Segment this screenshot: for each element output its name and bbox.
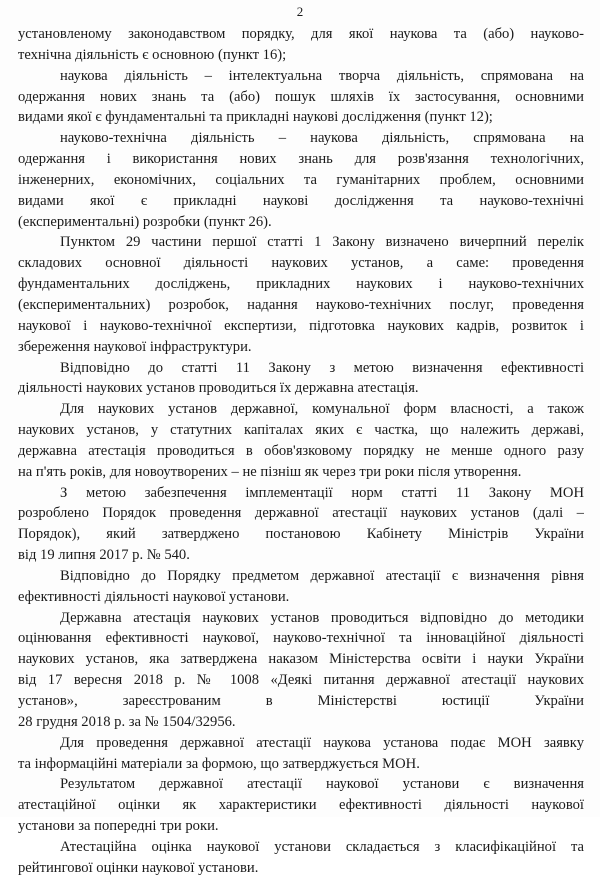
page-number: 2	[296, 4, 304, 19]
text-line: Відповідно до Порядку предметом державної атестації є визначення рівня	[60, 567, 584, 584]
text-line: наукових установ, яка затверджена наказом Міністерства освіти і науки України	[18, 651, 584, 668]
text-line: З метою забезпечення імплементації норм статті 11 Закону МОН	[60, 484, 584, 501]
text-line: збереження наукової інфраструктури.	[18, 338, 252, 355]
text-line: Для наукових установ державної, комунальної форм власності, а також	[60, 401, 584, 418]
text-line: ефективності діяльності наукової установи.	[18, 588, 290, 605]
text-line: одержання нових знань та (або) пошук шляхів їх застосування, основними	[18, 88, 584, 105]
paragraph	[18, 566, 584, 608]
text-line: інженерних, економічних, соціальних та гуманітарних проблем, основними	[18, 171, 584, 188]
paragraph	[18, 128, 584, 232]
text-line: складових основної діяльності наукових установ, а саме: проведення	[18, 255, 584, 272]
text-line: Для проведення державної атестації наукова установа подає МОН заявку	[60, 734, 584, 751]
text-line: Атестаційна оцінка наукової установи складається з класифікаційної та	[60, 838, 584, 855]
text-line: та інформаційні матеріали за формою, що затверджується МОН.	[18, 755, 420, 772]
text-line: діяльності наукових установ проводиться їх державна атестація.	[18, 380, 419, 397]
text-line: технічна діяльність є основною (пункт 16);	[18, 46, 287, 63]
text-line: видами якої є прикладні наукові дослідження та науково-технічні	[18, 192, 584, 209]
text-line: наукової і науково-технічної експертизи, підготовка наукових кадрів, розвиток і	[18, 317, 584, 334]
paragraph	[18, 774, 584, 837]
text-line: атестаційної оцінки як характеристики ефективності діяльності наукової	[18, 797, 584, 814]
text-line: на п'ять років, для новоутворених – не пізніш як через три роки після утворення.	[18, 463, 522, 480]
text-line: рейтингової оцінки наукової установи.	[18, 859, 259, 876]
text-line: наукова діяльність – інтелектуальна творча діяльність, спрямована на	[60, 67, 584, 84]
text-line: Результатом державної атестації наукової установи є визначення	[60, 776, 584, 793]
text-line: установ», зареєстрованим в Міністерстві юстиції України	[18, 693, 584, 709]
paragraph	[18, 608, 584, 733]
paragraph	[18, 399, 584, 482]
text-line: (експериментальні) розробки (пункт 26).	[18, 213, 272, 230]
text-line: розроблено Порядок проведення державної атестації наукових установ (далі –	[18, 505, 584, 522]
text-line: державна атестація проводиться в обов'язковому порядку не менше одного разу	[18, 442, 584, 459]
paragraph	[18, 733, 584, 775]
paragraph	[18, 483, 584, 566]
paragraph	[18, 358, 584, 400]
text-line: (експериментальних) розробок, надання науково-технічних послуг, проведення	[18, 296, 584, 313]
text-line: оцінювання ефективності наукової, науково-технічної та інноваційної діяльності	[18, 630, 584, 647]
text-line: Державна атестація наукових установ проводиться відповідно до методики	[60, 609, 584, 626]
text-line: фундаментальних досліджень, прикладних наукових і науково-технічних	[18, 276, 584, 293]
paragraph	[18, 837, 584, 879]
text-line: Відповідно до статті 11 Закону з метою визначення ефективності	[60, 359, 584, 376]
text-line: від 17 вересня 2018 р. № 1008 «Деякі питання державної атестації наукових	[18, 672, 584, 689]
text-line: установи за попередні три роки.	[18, 818, 219, 835]
text-line: Порядок), який затверджено постановою Кабінету Міністрів України	[18, 526, 584, 543]
text-line: 28 грудня 2018 р. за № 1504/32956.	[18, 713, 236, 730]
text-line: одержання і використання нових знань для розв'язання технологічних,	[18, 151, 584, 168]
text-line: установленому законодавством порядку, для якої наукова та (або) науково-	[18, 26, 584, 42]
text-line: наукових установ, у статутних капіталах яких є частка, що належить державі,	[18, 422, 584, 439]
paragraph	[18, 24, 584, 66]
text-line: видами якої є фундаментальні та прикладні наукові дослідження (пункт 12);	[18, 109, 493, 126]
text-line: від 19 липня 2017 р. № 540.	[18, 547, 190, 564]
text-line: науково-технічна діяльність – наукова діяльність, спрямована на	[60, 130, 584, 147]
paragraph	[18, 232, 584, 357]
body-text	[18, 24, 584, 879]
paragraph	[18, 66, 584, 129]
text-line: Пунктом 29 частини першої статті 1 Закону визначено вичерпний перелік	[60, 234, 584, 251]
